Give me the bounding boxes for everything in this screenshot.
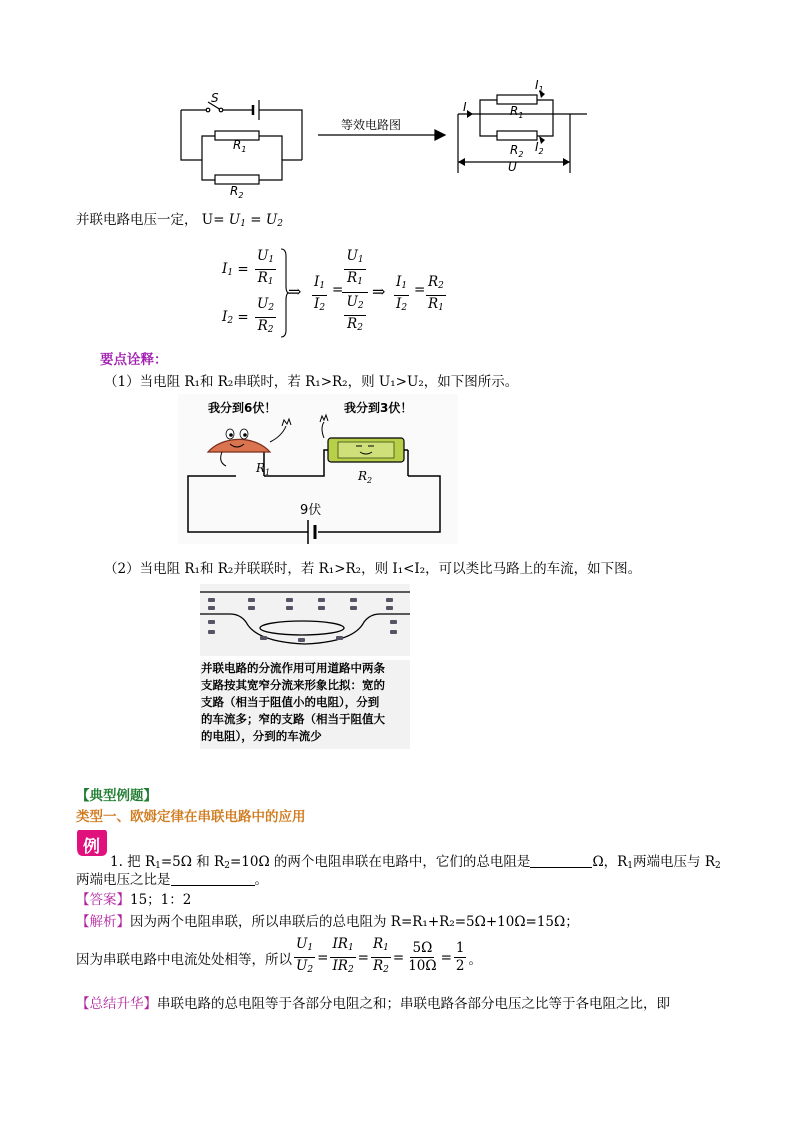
road-caption-line: 的车流多；窄的支路（相当于阻值大 bbox=[201, 712, 385, 726]
equals-sign: = bbox=[250, 212, 262, 228]
ratio-r2-r1: $\frac{R_2}{R_1}$ bbox=[428, 274, 444, 313]
parallel-voltage-text: 并联电路电压一定， bbox=[76, 212, 198, 228]
answer-text: 15；1：2 bbox=[130, 892, 192, 908]
implies-arrow: ⇒ bbox=[288, 282, 302, 301]
analysis-label: 【解析】 bbox=[76, 914, 130, 930]
example-badge bbox=[75, 828, 109, 858]
example-badge-text: 例 bbox=[83, 837, 100, 857]
equals-sign: = bbox=[213, 212, 225, 228]
r1-label-right: $R_1$ bbox=[510, 104, 524, 120]
battery-label: 9伏 bbox=[300, 503, 322, 518]
implies-arrow: ⇒ bbox=[372, 282, 386, 301]
answer-line bbox=[76, 888, 191, 908]
key-point-1: （1）当电阻 R₁和 R₂串联时，若 R₁>R₂，则 U₁>U₂，如下图所示。 bbox=[104, 374, 519, 390]
road-caption-line: 并联电路的分流作用可用道路中两条 bbox=[201, 661, 385, 675]
question-line-1: 1. 把 $R_1=5\Omega$ 和 $R_2=10\Omega$ 的两个电阻串联在电路中，它们的总电阻是 Ω，$R_1$两端电压与 $R_2$ bbox=[110, 854, 721, 871]
ratio-derivation: 因为串联电路中电流处处相等，所以 $\frac{U_1}{U_2}$ = $\frac{IR_1}{IR_2}$ = $\frac{R_1}{R_2}$ = $\frac{5\Omega}{10\Omega}$ = $\frac{1}{2}$ 。 bbox=[76, 936, 482, 975]
road-diagram bbox=[200, 584, 410, 656]
u1-symbol: $U_1$ bbox=[228, 212, 246, 229]
series-voltage-cartoon bbox=[178, 394, 458, 544]
key-points-heading: 要点诠释： bbox=[100, 352, 168, 368]
bubble-r2: 我分到3伏！ bbox=[344, 401, 413, 415]
summary-label: 【总结升华】 bbox=[76, 996, 157, 1012]
equivalent-circuit-label: 等效电路图 bbox=[341, 118, 402, 132]
circuit-diagram bbox=[175, 78, 595, 200]
current-i1-label: $I_1$ bbox=[535, 78, 544, 94]
typical-examples-heading: 【典型例题】 bbox=[76, 788, 157, 804]
current-i-label: I bbox=[463, 100, 467, 114]
answer-label: 【答案】 bbox=[76, 892, 130, 908]
cartoon-r1-label: $R_1$ bbox=[256, 461, 271, 477]
equals-sign: = bbox=[332, 282, 344, 298]
cartoon-r2-label: $R_2$ bbox=[358, 469, 373, 485]
answer-blank-1[interactable] bbox=[530, 867, 592, 868]
road-caption-line: 支路按其宽窄分流来形象比拟：宽的 bbox=[201, 678, 385, 692]
ratio-i1-i2: $\frac{I_1}{I_2}$ bbox=[314, 274, 326, 313]
u2-symbol: $U_2$ bbox=[265, 212, 283, 229]
road-caption-line: 的电阻），分到的车流少 bbox=[201, 729, 322, 743]
equals-sign: = bbox=[414, 282, 426, 298]
derivation-text: 因为串联电路中电流处处相等，所以 bbox=[76, 951, 292, 968]
analysis-line bbox=[76, 910, 579, 930]
equation-i1: $I_1$ = $\frac{U_1}{R_1}$ bbox=[222, 248, 275, 287]
switch-label: S bbox=[211, 91, 219, 105]
circuit-figure bbox=[175, 78, 595, 200]
bubble-r1: 我分到6伏！ bbox=[208, 401, 277, 415]
r1-label: $R_1$ bbox=[233, 138, 247, 154]
r2-label-right: $R_2$ bbox=[510, 143, 524, 159]
cartoon-diagram bbox=[178, 394, 458, 544]
parallel-voltage-line bbox=[76, 208, 283, 229]
summary-text: 串联电路的总电阻等于各部分电阻之和；串联电路各部分电压之比等于各电阻之比，即 bbox=[157, 996, 670, 1012]
analysis-text: 因为两个电阻串联，所以串联后的总电阻为 R=R₁+R₂=5Ω+10Ω=15Ω； bbox=[130, 914, 579, 930]
r2-label: $R_2$ bbox=[230, 184, 244, 200]
ratio-i1-i2-final: $\frac{I_1}{I_2}$ bbox=[396, 274, 408, 313]
u-symbol: U bbox=[201, 212, 214, 228]
summary-line bbox=[76, 992, 670, 1012]
answer-blank-2[interactable] bbox=[171, 885, 255, 886]
road-caption-line: 支路（相当于阻值小的电阻），分到 bbox=[201, 695, 380, 709]
type-one-heading: 类型一、欧姆定律在串联电路中的应用 bbox=[76, 809, 306, 825]
equation-block bbox=[222, 246, 462, 341]
road-caption bbox=[200, 660, 410, 749]
equation-i2: $I_2$ = $\frac{U_2}{R_2}$ bbox=[222, 296, 275, 335]
road-traffic-figure bbox=[200, 584, 410, 749]
question-line-2: 两端电压之比是 。 bbox=[76, 872, 268, 888]
current-i2-label: $I_2$ bbox=[535, 140, 544, 156]
key-point-2: （2）当电阻 R₁和 R₂并联联时，若 R₁>R₂，则 I₁<I₂，可以类比马路上的车流，如下图。 bbox=[104, 561, 642, 577]
voltage-u-label: U bbox=[508, 160, 517, 174]
compound-fraction: $\frac{U_1}{R_1}$ $\frac{U_2}{R_2}$ bbox=[342, 248, 368, 337]
